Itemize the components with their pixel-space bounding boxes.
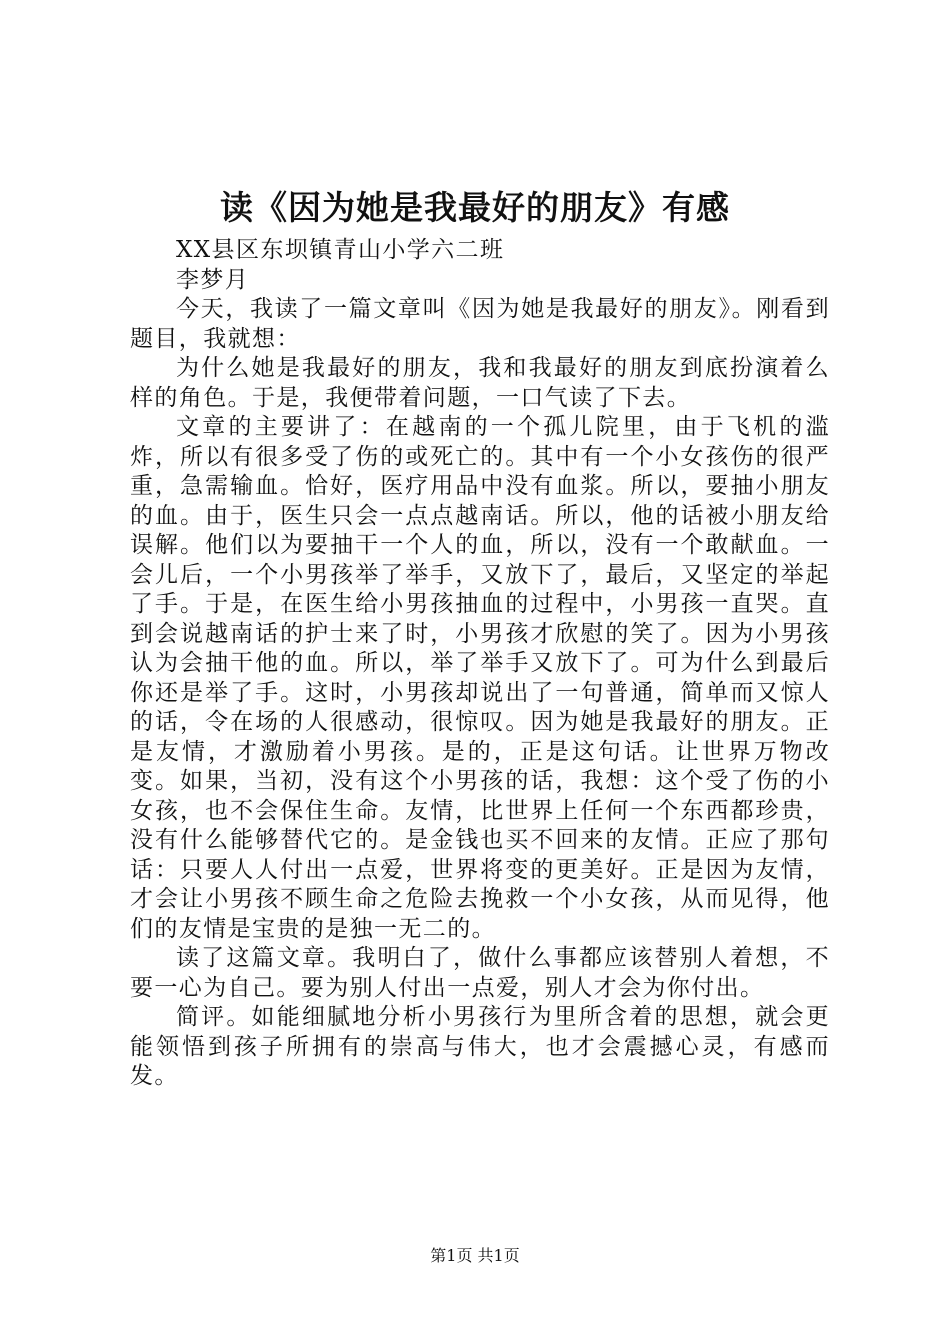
author-line: 李梦月 [176,266,250,293]
paragraph: 为什么她是我最好的朋友，我和我最好的朋友到底扮演着么样的角色。于是，我便带着问题，一口气读了下去。 [130,355,830,411]
paragraph: 今天，我读了一篇文章叫《因为她是我最好的朋友》。刚看到题目，我就想： [130,296,830,352]
paragraph: 文章的主要讲了：在越南的一个孤儿院里，由于飞机的滥炸，所以有很多受了伤的或死亡的。其中有一个小女孩伤的很严重，急需输血。恰好，医疗用品中没有血浆。所以，要抽小朋友的血。由于，医生只会一点点越南话。所以，他的话被小朋友给误解。他们以为要抽干一个人的血，所以，没有一个敢献血。一会儿后，一个小男孩举了举手，又放下了，最后，又坚定的举起了手。于是，在医生给小男孩抽血的过程中，小男孩一直哭。直到会说越南话的护士来了时，小男孩才欣慰的笑了。因为小男孩认为会抽干他的血。所以，举了举手又放下了。可为什么到最后你还是举了手。这时，小男孩却说出了一句普通，简单而又惊人的话，令在场的人很感动，很惊叹。因为她是我最好的朋友。正是友情，才激励着小男孩。是的，正是这句话。让世界万物改变。如果，当初，没有这个小男孩的话，我想：这个受了伤的小女孩，也不会保住生命。友情，比世界上任何一个东西都珍贵，没有什么能够替代它的。是金钱也买不回来的友情。正应了那句话：只要人人付出一点爱，世界将变的更美好。正是因为友情，才会让小男孩不顾生命之危险去挽救一个小女孩，从而见得，他们的友情是宝贵的是独一无二的。 [130,414,830,942]
paragraph: 读了这篇文章。我明白了，做什么事都应该替别人着想，不要一心为自己。要为别人付出一点爱，别人才会为你付出。 [130,945,830,1001]
school-line: XX县区东坝镇青山小学六二班 [176,237,505,263]
document-title: 读《因为她是我最好的朋友》有感 [220,188,730,227]
page-footer: 第1页 共1页 [430,1246,520,1265]
paragraph: 简评。如能细腻地分析小男孩行为里所含着的思想，就会更能领悟到孩子所拥有的崇高与伟大，也才会震撼心灵，有感而发。 [130,1004,830,1089]
document-body [130,236,830,1092]
